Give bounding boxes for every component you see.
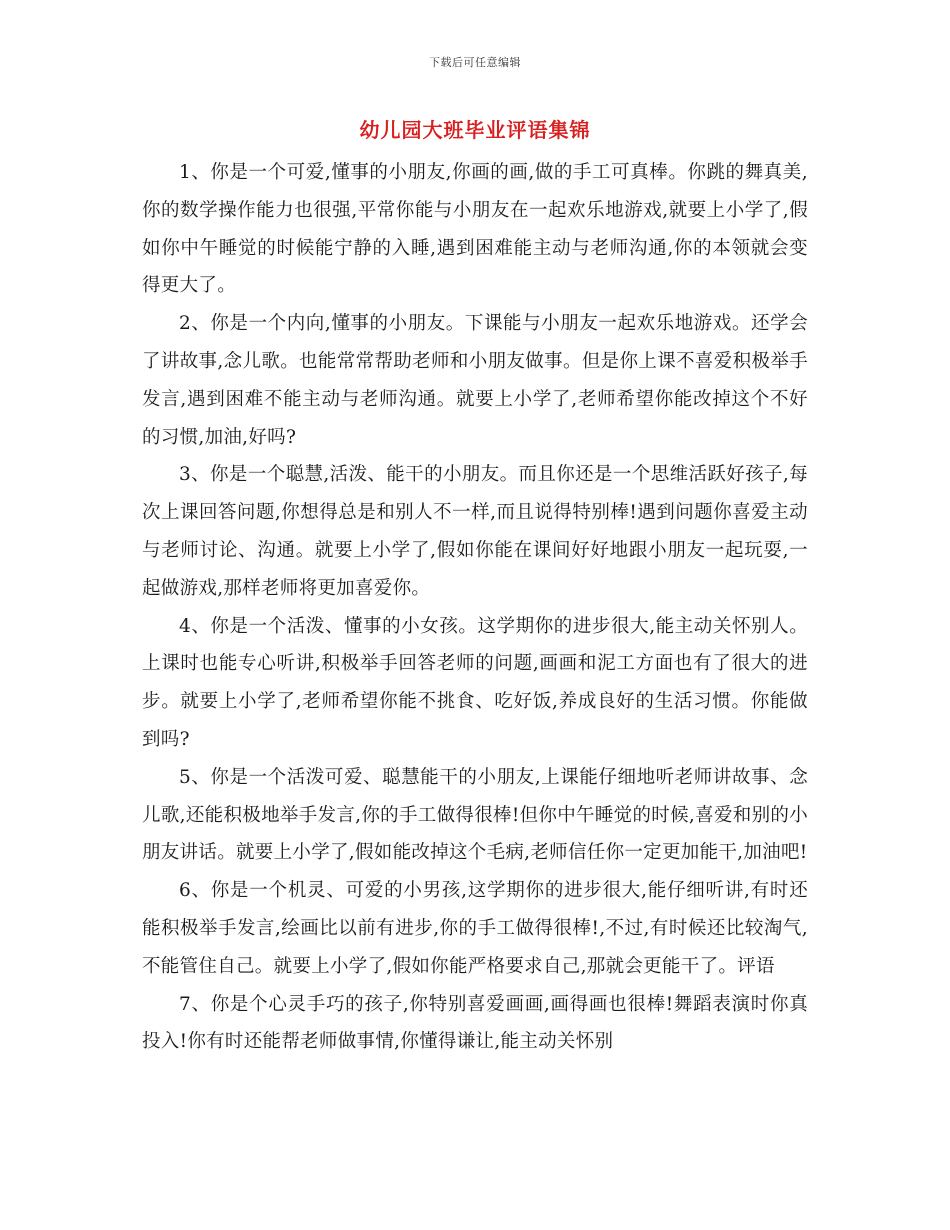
paragraph-5: 5、你是一个活泼可爱、聪慧能干的小朋友,上课能仔细地听老师讲故事、念儿歌,还能积极地举手发言,你的手工做得很棒!但你中午睡觉的时候,喜爱和别的小朋友讲话。就要上小学了,假如能改掉这个毛病,老师信任你一定更加能干,加油吧! [142,766,808,864]
paragraph-6: 6、你是一个机灵、可爱的小男孩,这学期你的进步很大,能仔细听讲,有时还能积极举手发言,绘画比以前有进步,你的手工做得很棒!,不过,有时候还比较淘气,不能管住自己。就要上小学了,假如你能严格要求自己,那就会更能干了。评语 [142,880,808,977]
paragraph-3: 3、你是一个聪慧,活泼、能干的小朋友。而且你还是一个思维活跃好孩子,每次上课回答问题,你想得总是和别人不一样,而且说得特别棒!遇到问题你喜爱主动与老师讨论、沟通。就要上小学了,假如你能在课间好好地跟小朋友一起玩耍,一起做游戏,那样老师将更加喜爱你。 [142,464,808,599]
paragraph-2: 2、你是一个内向,懂事的小朋友。下课能与小朋友一起欢乐地游戏。还学会了讲故事,念儿歌。也能常常帮助老师和小朋友做事。但是你上课不喜爱积极举手发言,遇到困难不能主动与老师沟通。就要上小学了,老师希望你能改掉这个不好的习惯,加油,好吗? [142,313,808,448]
document-title: 幼儿园大班毕业评语集锦 [359,118,591,142]
document-body [142,154,808,1061]
header-note: 下载后可任意编辑 [429,56,521,69]
paragraph-7: 7、你是个心灵手巧的孩子,你特别喜爱画画,画得画也很棒!舞蹈表演时你真投入!你有时还能帮老师做事情,你懂得谦让,能主动关怀别 [142,993,808,1053]
paragraph-1: 1、你是一个可爱,懂事的小朋友,你画的画,做的手工可真棒。你跳的舞真美,你的数学操作能力也很强,平常你能与小朋友在一起欢乐地游戏,就要上小学了,假如你中午睡觉的时候能宁静的入睡,遇到困难能主动与老师沟通,你的本领就会变得更大了。 [142,162,808,297]
paragraph-4: 4、你是一个活泼、懂事的小女孩。这学期你的进步很大,能主动关怀别人。上课时也能专心听讲,积极举手回答老师的问题,画画和泥工方面也有了很大的进步。就要上小学了,老师希望你能不挑食、吃好饭,养成良好的生活习惯。你能做到吗? [142,615,808,750]
